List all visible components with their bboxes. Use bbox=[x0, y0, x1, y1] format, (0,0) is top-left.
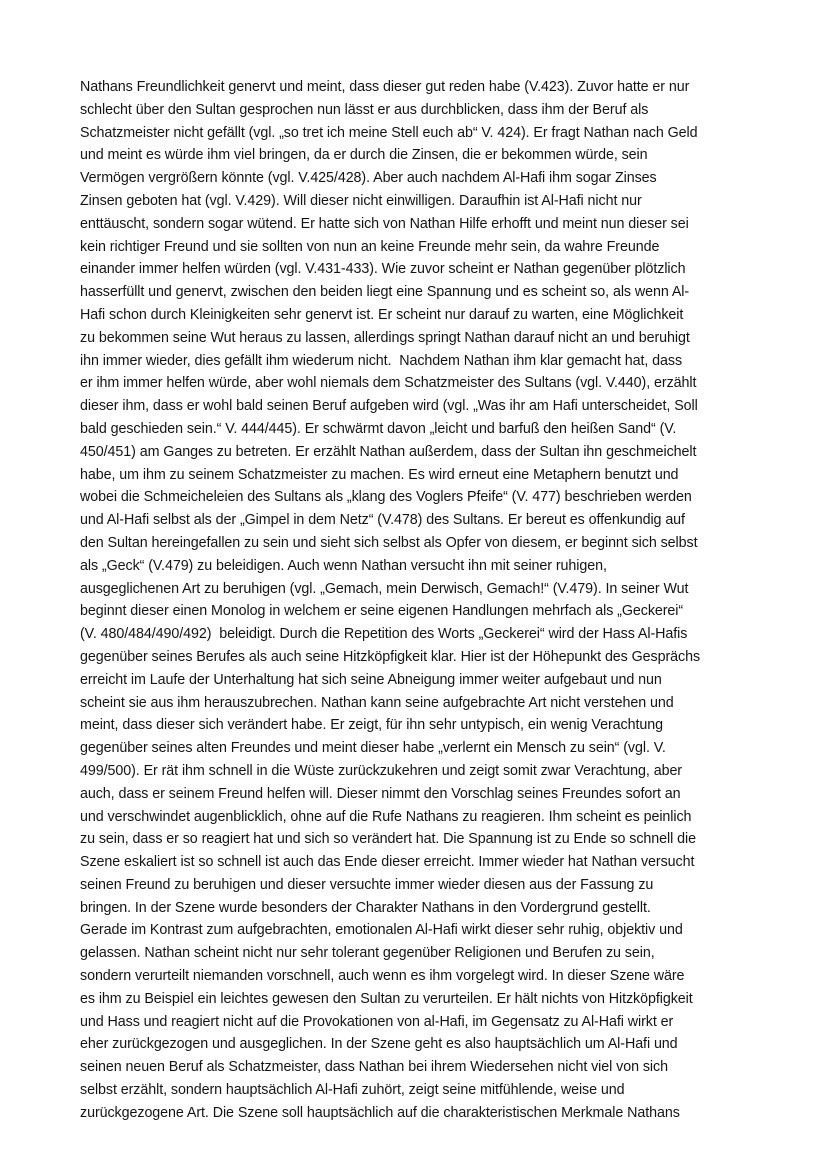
text-line: 450/451) am Ganges zu betreten. Er erzählt Nathan außerdem, dass der Sultan ihn geschmeichelt bbox=[80, 443, 697, 460]
text-line: wobei die Schmeicheleien des Sultans als „klang des Voglers Pfeife“ (V. 477) beschrieben werden bbox=[80, 489, 692, 506]
text-line: Gerade im Kontrast zum aufgebrachten, emotionalen Al-Hafi wirkt dieser sehr ruhig, objektiv und bbox=[80, 922, 683, 939]
text-line: Szene eskaliert ist so schnell ist auch das Ende dieser erreicht. Immer wieder hat Nathan versucht bbox=[80, 854, 695, 871]
text-line: einander immer helfen würden (vgl. V.431-433). Wie zuvor scheint er Nathan gegenüber plötzlich bbox=[80, 261, 686, 278]
text-line: sondern verurteilt niemanden vorschnell, auch wenn es ihm vorgelegt wird. In dieser Szene wäre bbox=[80, 968, 685, 985]
text-line: enttäuscht, sondern sogar wütend. Er hatte sich von Nathan Hilfe erhofft und meint nun dieser sei bbox=[80, 215, 689, 232]
text-line: er ihm immer helfen würde, aber wohl niemals dem Schatzmeister des Sultans (vgl. V.440), erzählt bbox=[80, 375, 697, 392]
text-line: Zinsen geboten hat (vgl. V.429). Will dieser nicht einwilligen. Daraufhin ist Al-Hafi nicht nur bbox=[80, 192, 642, 209]
text-line: kein richtiger Freund und sie sollten von nun an keine Freunde mehr sein, da wahre Freunde bbox=[80, 238, 660, 255]
text-line: zu bekommen seine Wut heraus zu lassen, allerdings springt Nathan darauf nicht an und beruhigt bbox=[80, 329, 690, 346]
text-line: schlecht über den Sultan gesprochen nun lässt er aus durchblicken, dass ihm der Beruf als bbox=[80, 101, 649, 118]
text-line: gegenüber seines alten Freundes und meint dieser habe „verlernt ein Mensch zu sein“ (vgl. V. bbox=[80, 740, 666, 757]
text-line: Vermögen vergrößern könnte (vgl. V.425/428). Aber auch nachdem Al-Hafi ihm sogar Zinses bbox=[80, 170, 657, 187]
text-line: selbst erzählt, sondern hauptsächlich Al-Hafi zuhört, zeigt seine mitfühlende, weise und bbox=[80, 1082, 625, 1099]
text-line: meint, dass dieser sich verändert habe. Er zeigt, für ihn sehr untypisch, ein wenig Verachtung bbox=[80, 717, 663, 734]
text-line: bald geschieden sein.“ V. 444/445). Er schwärmt davon „leicht und barfuß den heißen Sand“ (V. bbox=[80, 420, 677, 437]
text-line: dieser ihm, dass er wohl bald seinen Beruf aufgeben wird (vgl. „Was ihr am Hafi unterscheidet, Soll bbox=[80, 398, 698, 415]
text-line: erreicht im Laufe der Unterhaltung hat sich seine Abneigung immer weiter aufgebaut und nun bbox=[80, 671, 662, 688]
text-line: beginnt dieser einen Monolog in welchem er seine eigenen Handlungen mehrfach als „Geckerei“ bbox=[80, 603, 684, 620]
text-line: zu sein, dass er so reagiert hat und sich so verändert hat. Die Spannung ist zu Ende so schnell die bbox=[80, 831, 696, 848]
text-line: und meint es würde ihm viel bringen, da er durch die Zinsen, die er bekommen würde, sein bbox=[80, 147, 648, 164]
text-line: und Hass und reagiert nicht auf die Provokationen von al-Hafi, im Gegensatz zu Al-Hafi wirkt er bbox=[80, 1013, 674, 1030]
text-line: gelassen. Nathan scheint nicht nur sehr tolerant gegenüber Religionen und Berufen zu sein, bbox=[80, 945, 655, 962]
text-line: hasserfüllt und genervt, zwischen den beiden liegt eine Spannung und es scheint so, als wenn Al- bbox=[80, 284, 690, 301]
text-line: Hafi schon durch Kleinigkeiten sehr genervt ist. Er scheint nur darauf zu warten, eine Möglichkeit bbox=[80, 306, 684, 323]
text-line: eher zurückgezogen und ausgeglichen. In der Szene geht es also hauptsächlich um Al-Hafi und bbox=[80, 1036, 678, 1053]
text-line: ausgeglichenen Art zu beruhigen (vgl. „Gemach, mein Derwisch, Gemach!“ (V.479). In seiner Wut bbox=[80, 580, 689, 597]
text-line: und verschwindet augenblicklich, ohne auf die Rufe Nathans zu reagieren. Ihm scheint es peinlich bbox=[80, 808, 692, 825]
text-line: seinen Freund zu beruhigen und dieser versuchte immer wieder diesen aus der Fassung zu bbox=[80, 876, 654, 893]
text-line: auch, dass er seinem Freund helfen will. Dieser nimmt den Vorschlag seines Freundes sofort an bbox=[80, 785, 681, 802]
text-line: gegenüber seines Berufes als auch seine Hitzköpfigkeit klar. Hier ist der Höhepunkt des Gesprächs bbox=[80, 648, 701, 665]
text-line: Schatzmeister nicht gefällt (vgl. „so tret ich meine Stell euch ab“ V. 424). Er fragt Nathan nach Geld bbox=[80, 124, 698, 141]
text-line: seinen neuen Beruf als Schatzmeister, dass Nathan bei ihrem Wiedersehen nicht viel von sich bbox=[80, 1059, 668, 1076]
text-line: (V. 480/484/490/492) beleidigt. Durch die Repetition des Worts „Geckerei“ wird der Hass Al-Hafis bbox=[80, 626, 688, 643]
text-line: Nathans Freundlichkeit genervt und meint, dass dieser gut reden habe (V.423). Zuvor hatte er nur bbox=[80, 79, 690, 95]
body-text bbox=[80, 76, 760, 1125]
text-line: es ihm zu Beispiel ein leichtes gewesen den Sultan zu verurteilen. Er hält nichts von Hitzköpfigkeit bbox=[80, 990, 693, 1007]
text-line: zurückgezogene Art. Die Szene soll hauptsächlich auf die charakteristischen Merkmale Nathans bbox=[80, 1104, 680, 1121]
text-line: den Sultan hereingefallen zu sein und sieht sich selbst als Opfer von diesem, er beginnt sich selbst bbox=[80, 534, 698, 551]
text-line: habe, um ihm zu seinem Schatzmeister zu machen. Es wird erneut eine Metaphern benutzt und bbox=[80, 466, 679, 483]
text-line: ihn immer wieder, dies gefällt ihm wiederum nicht. Nachdem Nathan ihm klar gemacht hat, dass bbox=[80, 352, 683, 369]
text-line: als „Geck“ (V.479) zu beleidigen. Auch wenn Nathan versucht ihn mit seiner ruhigen, bbox=[80, 557, 607, 574]
text-line: 499/500). Er rät ihm schnell in die Wüste zurückzukehren und zeigt somit zwar Verachtung, aber bbox=[80, 762, 682, 779]
text-line: scheint sie aus ihm herauszubrechen. Nathan kann seine aufgebrachte Art nicht verstehen und bbox=[80, 694, 674, 711]
text-line: und Al-Hafi selbst als der „Gimpel in dem Netz“ (V.478) des Sultans. Er bereut es offenkundig auf bbox=[80, 512, 685, 529]
text-line: bringen. In der Szene wurde besonders der Charakter Nathans in den Vordergrund gestellt. bbox=[80, 899, 651, 916]
